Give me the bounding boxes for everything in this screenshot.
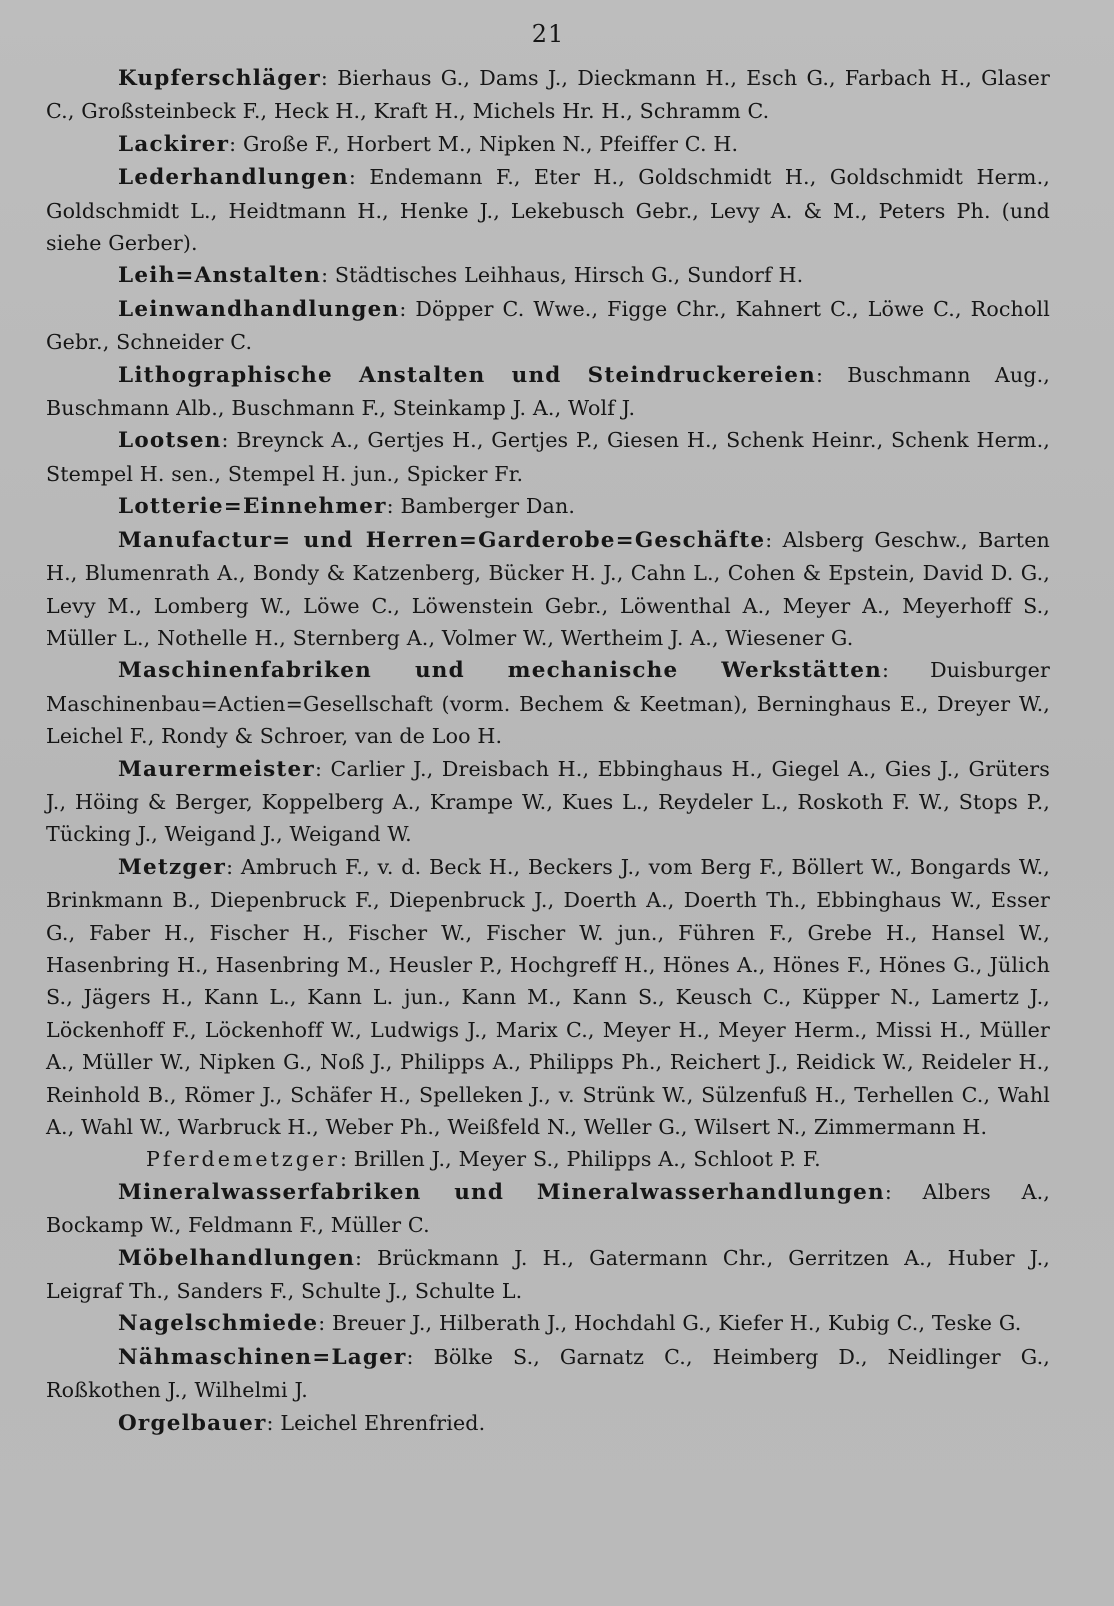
directory-entry: Lithographische Anstalten und Steindruckereien: Buschmann Aug., Buschmann Alb., Buschmann F., Steinkamp J. A., Wolf J.: [46, 362, 1050, 421]
page-number: 21: [531, 20, 565, 48]
directory-entry: Manufactur= und Herren=Garderobe=Geschäfte: Alsberg Geschw., Barten H., Blumenrath A., Bondy & Katzenberg, Bücker H. J., Cahn L., Cohen & Epstein, David D. G., Levy M., Lomberg W., Löwe C., Löwenstein Gebr., Löwenthal A., Meyer A., Meyerhoff S., Müller L., Nothelle H., Sternberg A., Volmer W., Wertheim J. A., Wiesener G.: [46, 527, 1050, 650]
entry-names: Bierhaus G., Dams J., Dieckmann H., Esch G., Farbach H., Glaser C., Großsteinbeck F., Heck H., Kraft H., Michels Hr. H., Schramm C.: [46, 66, 1050, 124]
directory-entry: Lotterie=Einnehmer: Bamberger Dan.: [118, 494, 576, 520]
entry-names: Leichel Ehrenfried.: [280, 1410, 486, 1435]
directory-entry: Kupferschläger: Bierhaus G., Dams J., Dieckmann H., Esch G., Farbach H., Glaser C., Großsteinbeck F., Heck H., Kraft H., Michels Hr. H., Schramm C.: [46, 66, 1050, 124]
trade-heading: Lotterie=Einnehmer: [118, 494, 387, 520]
directory-entry: Orgelbauer: Leichel Ehrenfried.: [118, 1410, 486, 1436]
directory-entry: Leinwandhandlungen: Döpper C. Wwe., Figge Chr., Kahnert C., Löwe C., Rocholl Gebr., Schneider C.: [46, 296, 1050, 355]
trade-heading: Möbelhandlungen: [118, 1245, 356, 1271]
entry-names: Carlier J., Dreisbach H., Ebbinghaus H., Giegel A., Gies J., Grüters J., Höing & Berger, Koppelberg A., Krampe W., Kues L., Reydeler L., Roskoth F. W., Stops P., Tücking J., Weigand J., Weigand W.: [46, 756, 1050, 847]
sub-entry: Pferdemetzger: Brillen J., Meyer S., Philipps A., Schloot P. F.: [146, 1147, 821, 1172]
entry-names: Bölke S., Garnatz C., Heimberg D., Neidlinger G., Roßkothen J., Wilhelmi J.: [46, 1344, 1050, 1403]
entry-names: Brückmann J. H., Gatermann Chr., Gerritzen A., Huber J., Leigraf Th., Sanders F., Schulte J., Schulte L.: [46, 1245, 1050, 1304]
trade-heading: Lithographische Anstalten und Steindruckereien: [118, 362, 816, 388]
directory-entry: Maschinenfabriken und mechanische Werkstätten: Duisburger Maschinenbau=Actien=Gesellschaft (vorm. Bechem & Keetman), Berninghaus E., Dreyer W., Leichel F., Rondy & Schroer, van de Loo H.: [46, 658, 1050, 749]
sub-entry-label: Pferdemetzger: [146, 1147, 340, 1172]
directory-entry: Mineralwasserfabriken und Mineralwasserhandlungen: Albers A., Bockamp W., Feldmann F., Müller C.: [46, 1179, 1050, 1238]
trade-heading: Maurermeister: [118, 756, 315, 782]
trade-heading: Orgelbauer: [118, 1410, 267, 1436]
trade-heading: Nagelschmiede: [118, 1311, 319, 1337]
directory-entry: Lederhandlungen: Endemann F., Eter H., Goldschmidt H., Goldschmidt Herm., Goldschmidt L., Heidtmann H., Henke J., Lekebusch Gebr., Levy A. & M., Peters Ph. (und siehe Gerber).: [46, 165, 1050, 256]
trade-heading: Leih=Anstalten: [118, 263, 322, 289]
directory-entry: Leih=Anstalten: Städtisches Leihhaus, Hirsch G., Sundorf H.: [118, 263, 804, 289]
entry-names: Große F., Horbert M., Nipken N., Pfeiffer C. H.: [242, 131, 739, 156]
trade-heading: Kupferschläger: [118, 66, 321, 91]
entry-names: Breuer J., Hilberath J., Hochdahl G., Kiefer H., Kubig C., Teske G.: [332, 1311, 1022, 1336]
entry-names: Döpper C. Wwe., Figge Chr., Kahnert C., Löwe C., Rocholl Gebr., Schneider C.: [46, 296, 1050, 355]
trade-heading: Mineralwasserfabriken und Mineralwasserhandlungen: [118, 1179, 885, 1205]
entry-names: Brillen J., Meyer S., Philipps A., Schloot P. F.: [353, 1147, 821, 1172]
directory-entry: Maurermeister: Carlier J., Dreisbach H., Ebbinghaus H., Giegel A., Gies J., Grüters J., Höing & Berger, Koppelberg A., Krampe W., Kues L., Reydeler L., Roskoth F. W., Stops P., Tücking J., Weigand J., Weigand W.: [46, 756, 1050, 847]
trade-heading: Manufactur= und Herren=Garderobe=Geschäfte: [118, 527, 766, 553]
trade-heading: Lootsen: [118, 428, 222, 454]
entry-names: Duisburger Maschinenbau=Actien=Gesellschaft (vorm. Bechem & Keetman), Berninghaus E., Dreyer W., Leichel F., Rondy & Schroer, van de Loo H.: [46, 658, 1050, 749]
entry-names: Bamberger Dan.: [400, 494, 576, 519]
trade-heading: Maschinenfabriken und mechanische Werkstätten: [118, 658, 882, 684]
directory-entry: Lootsen: Breynck A., Gertjes H., Gertjes P., Giesen H., Schenk Heinr., Schenk Herm., Stempel H. sen., Stempel H. jun., Spicker Fr.: [46, 428, 1050, 486]
directory-entry: Metzger: Ambruch F., v. d. Beck H., Beckers J., vom Berg F., Böllert W., Bongards W., Brinkmann B., Diepenbruck F., Diepenbruck J., Doerth A., Doerth Th., Ebbinghaus W., Esser G., Faber H., Fischer H., Fischer W., Fischer W. jun., Führen F., Grebe H., Hansel W., Hasenbring H., Hasenbring M., Heusler P., Hochgreff H., Hönes A., Hönes F., Hönes G., Jülich S., Jägers H., Kann L., Kann L. jun., Kann M., Kann S., Keusch C., Küpper N., Lamertz J., Löckenhoff F., Löckenhoff W., Ludwigs J., Marix C., Meyer H., Meyer Herm., Missi H., Müller A., Müller W., Nipken G., Noß J., Philipps A., Philipps Ph., Reichert J., Reidick W., Reideler H., Reinhold B., Römer J., Schäfer H., Spelleken J., v. Strünk W., Sülzenfuß H., Terhellen C., Wahl A., Wahl W., Warbruck H., Weber Ph., Weißfeld N., Weller G., Wilsert N., Zimmermann H.: [46, 854, 1050, 1139]
entry-names: Alsberg Geschw., Barten H., Blumenrath A., Bondy & Katzenberg, Bücker H. J., Cahn L., Cohen & Epstein, David D. G., Levy M., Lomberg W., Löwe C., Löwenstein Gebr., Löwenthal A., Meyer A., Meyerhoff S., Müller L., Nothelle H., Sternberg A., Volmer W., Wertheim J. A., Wiesener G.: [46, 527, 1050, 650]
trade-heading: Lackirer: [118, 131, 230, 157]
entry-names: Ambruch F., v. d. Beck H., Beckers J., vom Berg F., Böllert W., Bongards W., Brinkmann B., Diepenbruck F., Diepenbruck J., Doerth A., Doerth Th., Ebbinghaus W., Esser G., Faber H., Fischer H., Fischer W., Fischer W. jun., Führen F., Grebe H., Hansel W., Hasenbring H., Hasenbring M., Heusler P., Hochgreff H., Hönes A., Hönes F., Hönes G., Jülich S., Jägers H., Kann L., Kann L. jun., Kann M., Kann S., Keusch C., Küpper N., Lamertz J., Löckenhoff F., Löckenhoff W., Ludwigs J., Marix C., Meyer H., Meyer Herm., Missi H., Müller A., Müller W., Nipken G., Noß J., Philipps A., Philipps Ph., Reichert J., Reidick W., Reideler H., Reinhold B., Römer J., Schäfer H., Spelleken J., v. Strünk W., Sülzenfuß H., Terhellen C., Wahl A., Wahl W., Warbruck H., Weber Ph., Weißfeld N., Weller G., Wilsert N., Zimmermann H.: [46, 854, 1050, 1139]
entry-names: Buschmann Aug., Buschmann Alb., Buschmann F., Steinkamp J. A., Wolf J.: [46, 362, 1050, 421]
entry-names: Albers A., Bockamp W., Feldmann F., Müller C.: [46, 1179, 1050, 1238]
directory-entry: Möbelhandlungen: Brückmann J. H., Gatermann Chr., Gerritzen A., Huber J., Leigraf Th., Sanders F., Schulte J., Schulte L.: [46, 1245, 1050, 1304]
entry-names: Endemann F., Eter H., Goldschmidt H., Goldschmidt Herm., Goldschmidt L., Heidtmann H., Henke J., Lekebusch Gebr., Levy A. & M., Peters Ph. (und siehe Gerber).: [46, 165, 1050, 256]
entry-names: Breynck A., Gertjes H., Gertjes P., Giesen H., Schenk Heinr., Schenk Herm., Stempel H. sen., Stempel H. jun., Spicker Fr.: [46, 428, 1050, 486]
directory-entry: Lackirer: Große F., Horbert M., Nipken N., Pfeiffer C. H.: [118, 131, 739, 157]
directory-entry: Nähmaschinen=Lager: Bölke S., Garnatz C., Heimberg D., Neidlinger G., Roßkothen J., Wilhelmi J.: [46, 1344, 1050, 1403]
trade-heading: Nähmaschinen=Lager: [118, 1344, 407, 1370]
trade-heading: Metzger: [118, 854, 227, 880]
entry-names: Städtisches Leihhaus, Hirsch G., Sundorf H.: [334, 263, 804, 288]
directory-entry: Nagelschmiede: Breuer J., Hilberath J., Hochdahl G., Kiefer H., Kubig C., Teske G.: [118, 1311, 1022, 1337]
trade-heading: Leinwandhandlungen: [118, 296, 400, 322]
trade-directory-list: [46, 62, 1050, 1440]
trade-heading: Lederhandlungen: [118, 165, 349, 191]
